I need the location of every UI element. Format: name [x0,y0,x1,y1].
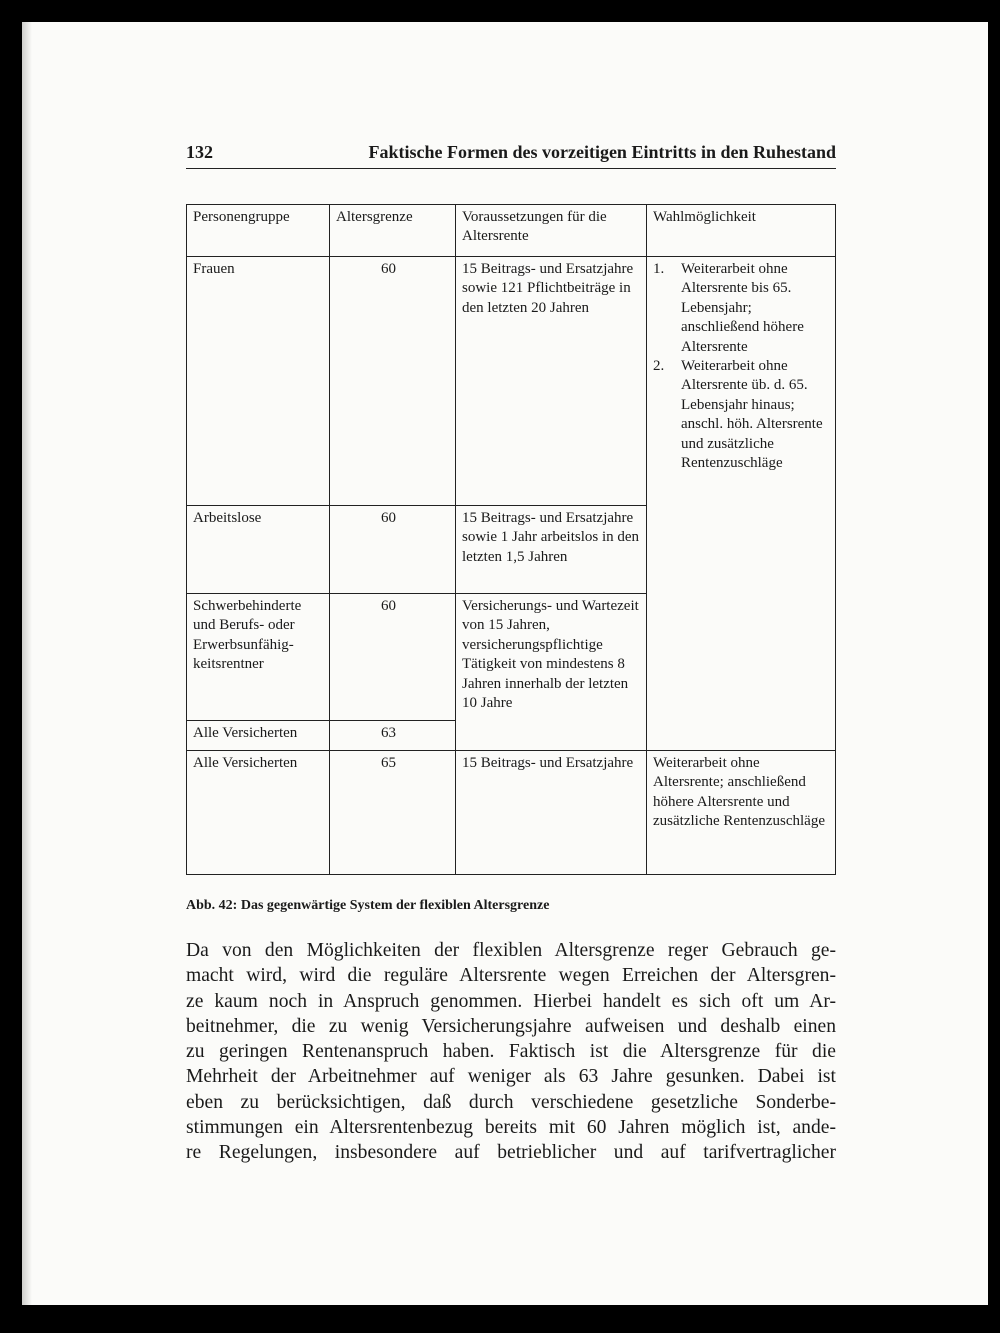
group-cell: Alle Versicherten [187,721,330,751]
page-spine-shadow [22,22,32,1305]
text-line: Mehrheit der Arbeitnehmer auf weniger als 63 Jahre gesunken. Dabei ist [186,1066,836,1088]
option-item: 2. Weiterarbeit ohne Altersrente üb. d. 65. Lebensjahr hinaus; anschl. höh. Altersrente und zusätzliche Rentenzuschläge [653,358,823,472]
text-line: eben zu berücksichtigen, daß durch verschiedene gesetzliche Sonderbe- [186,1091,836,1113]
age-cell: 60 [330,594,456,721]
options-cell: Weiterarbeit ohne Altersrente; anschließend höhere Altersrente und zusätzliche Rentenzuschläge [647,751,836,875]
running-header [186,138,836,169]
group-cell: Alle Versicherten [187,751,330,875]
requirements-cell: 15 Beitrags- und Ersatzjahre sowie 121 Pflichtbeiträge in den letzten 20 Jahren [456,257,647,506]
group-cell: Arbeitslose [187,506,330,594]
running-title: Faktische Formen des vorzeitigen Eintritts in den Ruhestand [368,142,836,162]
age-cell: 63 [330,721,456,751]
requirements-cell: 15 Beitrags- und Ersatzjahre sowie 1 Jahr arbeitslos in den letzten 1,5 Jahren [456,506,647,594]
flexible-retirement-table [186,204,836,875]
column-header: Wahlmöglichkeit [647,205,836,257]
text-line: Da von den Möglichkeiten der flexiblen Altersgrenze reger Gebrauch ge- [186,940,836,961]
group-cell: Schwerbehinderte und Berufs- oder Erwerbsunfähig-keitsrentner [187,594,330,721]
requirements-cell: 15 Beitrags- und Ersatzjahre [456,751,647,875]
column-header: Altersgrenze [330,205,456,257]
group-cell: Frauen [187,257,330,506]
column-header: Personengruppe [187,205,330,257]
table-header-row [187,205,836,257]
age-cell: 60 [330,257,456,506]
page-number: 132 [186,142,213,162]
text-line: ze kaum noch in Anspruch genommen. Hierbei handelt es sich oft um Ar- [186,990,836,1012]
age-cell: 65 [330,751,456,875]
table-row [187,751,836,875]
text-line: beitnehmer, die zu wenig Versicherungsjahre aufweisen und deshalb einen [186,1015,836,1037]
options-cell-shared [647,257,836,751]
column-header: Voraussetzungen für die Altersrente [456,205,647,257]
body-paragraph [186,938,836,1166]
text-line: stimmungen ein Altersrentenbezug bereits mit 60 Jahren möglich ist, ande- [186,1117,836,1139]
text-line: macht wird, wird die reguläre Altersrente wegen Erreichen der Altersgren- [186,965,836,987]
figure-caption: Abb. 42: Das gegenwärtige System der flexiblen Altersgrenze [186,898,550,913]
text-line: re Regelungen, insbesondere auf betrieblicher und auf tarifvertraglicher [186,1142,836,1164]
requirements-cell: Versicherungs- und Wartezeit von 15 Jahren, versicherungspflichtige Tätigkeit von mindestens 8 Jahren innerhalb der letzten 10 Jahre [456,594,647,751]
option-item: 1. Weiterarbeit ohne Altersrente bis 65. Lebensjahr; anschließend höhere Altersrente [653,261,804,355]
table-row [187,257,836,506]
age-cell: 60 [330,506,456,594]
text-line: zu geringen Rentenanspruch haben. Faktisch ist die Altersgrenze für die [186,1041,836,1063]
